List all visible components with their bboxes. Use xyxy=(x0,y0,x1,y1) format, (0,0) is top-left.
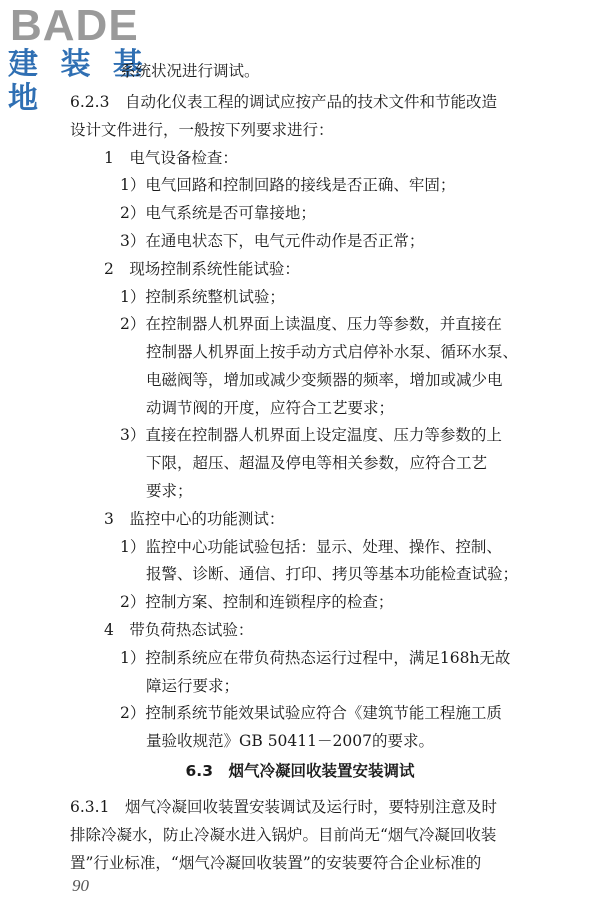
sub-item-continuation: 要求； xyxy=(146,482,193,500)
sub-item: 2）控制方案、控制和连锁程序的检查； xyxy=(120,593,394,611)
text-line: 置”行业标准，“烟气冷凝回收装置”的安装要符合企业标准的 xyxy=(70,854,482,872)
clause-6-2-3: 6.2.3 自动化仪表工程的调试应按产品的技术文件和节能改造 xyxy=(70,93,497,111)
section-heading-6-3: 6.3 烟气冷凝回收装置安装调试 xyxy=(185,762,415,780)
item-4: 4 带负荷热态试验： xyxy=(104,621,254,639)
page-number: 90 xyxy=(72,876,89,895)
sub-item: 3）直接在控制器人机界面上设定温度、压力等参数的上 xyxy=(120,426,502,444)
watermark-subtitle: 建 装 基 地 xyxy=(8,47,149,116)
sub-item: 2）控制系统节能效果试验应符合《建筑节能工程施工质 xyxy=(120,704,502,722)
text-line: 系统状况进行调试。 xyxy=(120,62,260,80)
text-line: 排除冷凝水，防止冷凝水进入锅炉。目前尚无“烟气冷凝回收装 xyxy=(70,826,497,844)
sub-item-continuation: 报警、诊断、通信、打印、拷贝等基本功能检查试验； xyxy=(146,565,519,583)
sub-item: 1）电气回路和控制回路的接线是否正确、牢固； xyxy=(120,176,456,194)
sub-item-continuation: 下限，超压、超温及停电等相关参数，应符合工艺 xyxy=(146,454,488,472)
sub-item: 1）控制系统应在带负荷热态运行过程中，满足168h无故 xyxy=(120,649,511,667)
sub-item: 3）在通电状态下，电气元件动作是否正常； xyxy=(120,232,425,250)
watermark-logo: BADE xyxy=(10,1,139,50)
item-3: 3 监控中心的功能测试： xyxy=(104,510,285,528)
item-1: 1 电气设备检查： xyxy=(104,149,238,167)
sub-item-continuation: 障运行要求； xyxy=(146,677,240,695)
sub-item: 2）电气系统是否可靠接地； xyxy=(120,204,316,222)
sub-item-continuation: 动调节阀的开度，应符合工艺要求； xyxy=(146,399,395,417)
sub-item-continuation: 量验收规范》GB 50411－2007的要求。 xyxy=(146,732,434,750)
sub-item: 1）控制系统整机试验； xyxy=(120,288,285,306)
item-2: 2 现场控制系统性能试验： xyxy=(104,260,300,278)
sub-item-continuation: 电磁阀等，增加或减少变频器的频率，增加或减少电 xyxy=(146,371,503,389)
sub-item-continuation: 控制器人机界面上按手动方式启停补水泵、循环水泵、 xyxy=(146,343,519,361)
sub-item: 2）在控制器人机界面上读温度、压力等参数，并直接在 xyxy=(120,315,502,333)
clause-6-3-1: 6.3.1 烟气冷凝回收装置安装调试及运行时，要特别注意及时 xyxy=(70,798,497,816)
text-line: 设计文件进行，一般按下列要求进行： xyxy=(70,121,334,139)
sub-item: 1）监控中心功能试验包括：显示、处理、操作、控制、 xyxy=(120,538,502,556)
